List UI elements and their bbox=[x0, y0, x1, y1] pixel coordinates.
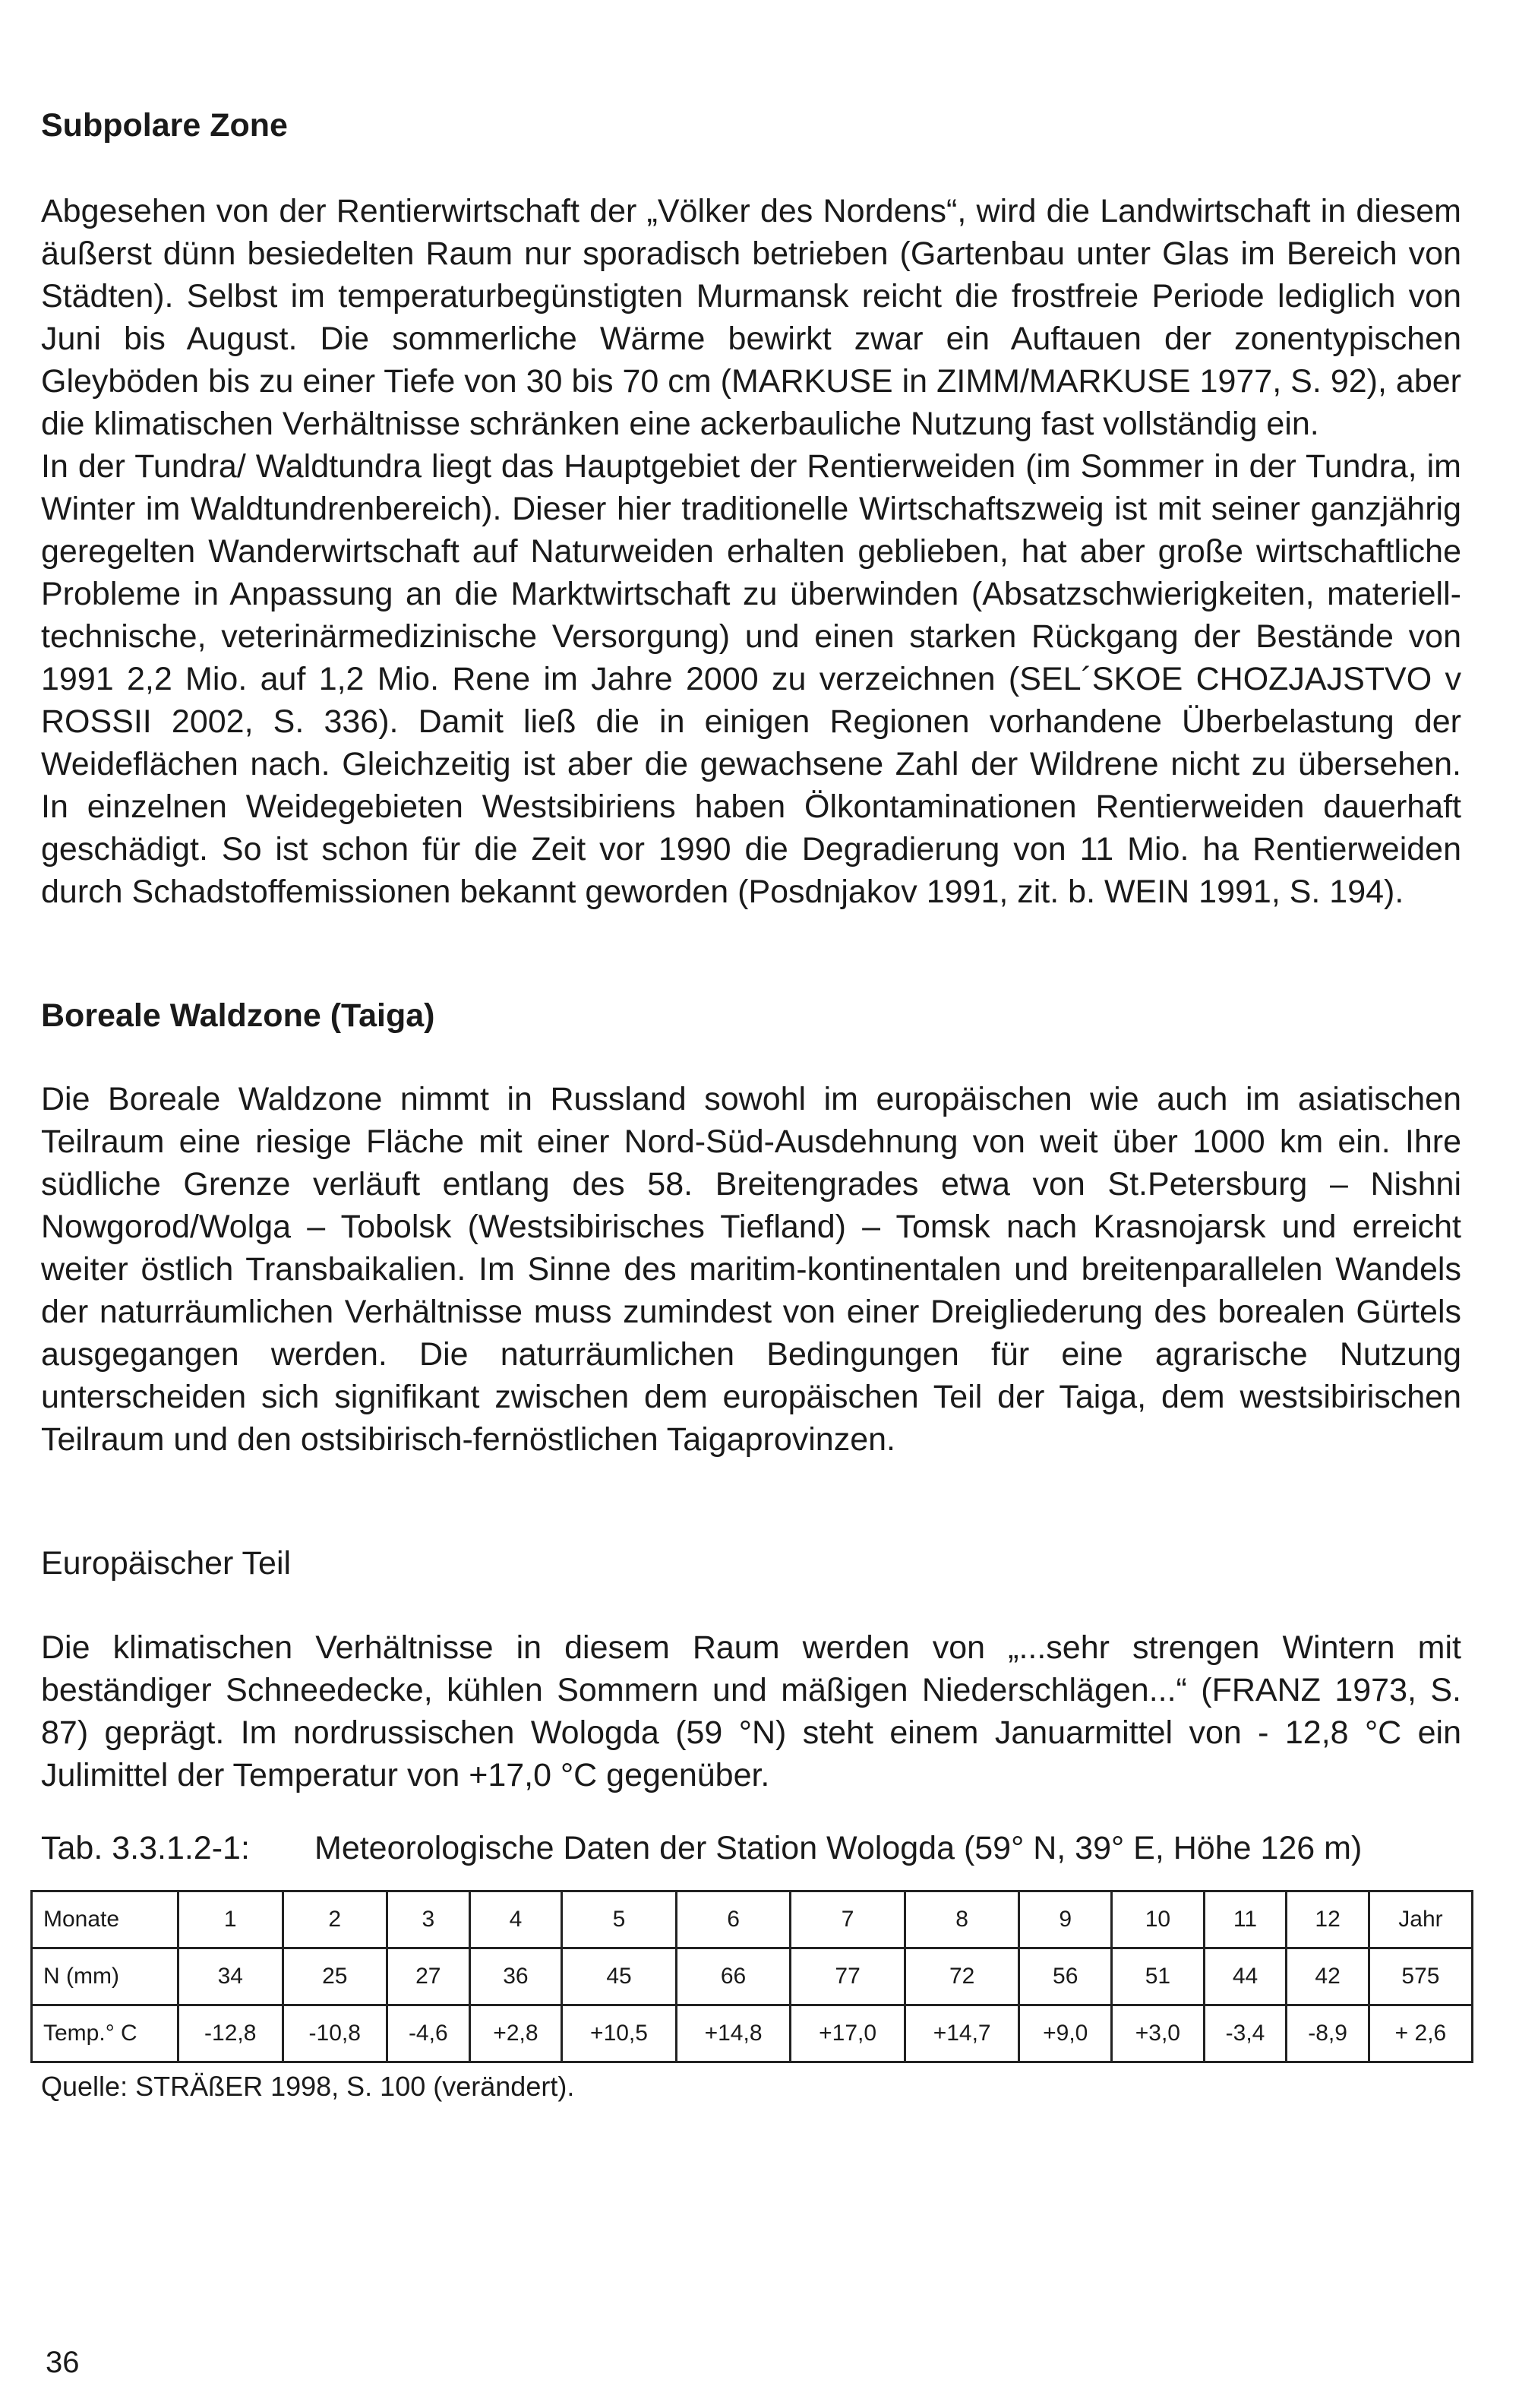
table-cell: 3 bbox=[387, 1891, 470, 1948]
table-row-precipitation bbox=[32, 1948, 1473, 2005]
table-cell: 9 bbox=[1019, 1891, 1112, 1948]
table-source: Quelle: STRÄßER 1998, S. 100 (verändert). bbox=[41, 2070, 575, 2102]
table-cell: 5 bbox=[562, 1891, 677, 1948]
paragraph: In der Tundra/ Waldtundra liegt das Hauptgebiet der Rentierweiden (im Sommer in der Tundra, im Winter im Waldtundrenbereich). Dieser hier traditionelle Wirtschaftszweig ist mit seiner ganzjährig geregelten Wanderwirtschaft auf Naturweiden erhalten geblieben, hat aber große wirtschaftliche Probleme in Anpassung an die Marktwirtschaft zu überwinden (Absatzschwierigkeiten, materiell-technische, veterinärmedizinische Versorgung) und einen starken Rückgang der Bestände von 1991 2,2 Mio. auf 1,2 Mio. Rene im Jahre 2000 zu verzeichnen (SEL´SKOE CHOZJAJSTVO v ROSSII 2002, S. 336). Damit ließ die in einigen Regionen vorhandene Überbelastung der Weideflächen nach. Gleichzeitig ist aber die gewachsene Zahl der Wildrene nicht zu übersehen. In einzelnen Weidegebieten Westsibiriens haben Ölkontaminationen Rentierweiden dauerhaft geschädigt. So ist schon für die Zeit vor 1990 die Degradierung von 11 Mio. ha Rentierweiden durch Schadstoffemissionen bekannt geworden (Posdnjakov 1991, zit. b. WEIN 1991, S. 194). bbox=[41, 447, 1461, 910]
table-caption-text: Meteorologische Daten der Station Wologda (59° N, 39° E, Höhe 126 m) bbox=[314, 1829, 1363, 1866]
paragraph: Die Boreale Waldzone nimmt in Russland sowohl im europäischen wie auch im asiatischen Teilraum eine riesige Fläche mit einer Nord-Süd-Ausdehnung von weit über 1000 km ein. Ihre südliche Grenze verläuft entlang des 58. Breitengrades etwa von St.Petersburg – Nishni Nowgorod/Wolga – Tobolsk (Westsibirisches Tiefland) – Tomsk nach Krasnojarsk und erreicht weiter östlich Transbaikalien. Im Sinne des maritim-kontinentalen und breitenparallelen Wandels der naturräumlichen Verhältnisse muss zumindest von einer Dreigliederung des borealen Gürtels ausgegangen werden. Die naturräumlichen Bedingungen für eine agrarische Nutzung unterscheiden sich signifikant zwischen dem europäischen Teil der Taiga, dem westsibirischen Teilraum und den ostsibirisch-fernöstlichen Taigaprovinzen. bbox=[41, 1081, 1461, 1458]
table-row-header: Monate bbox=[32, 1891, 178, 1948]
section-body-subpolar bbox=[41, 190, 1461, 913]
table-cell: +2,8 bbox=[469, 2005, 562, 2062]
table-cell: 10 bbox=[1112, 1891, 1205, 1948]
table-cell: +17,0 bbox=[791, 2005, 905, 2062]
table-cell: 45 bbox=[562, 1948, 677, 2005]
table-cell: +14,8 bbox=[676, 2005, 791, 2062]
table-cell: +14,7 bbox=[905, 2005, 1019, 2062]
table-row-temperature bbox=[32, 2005, 1473, 2062]
table-caption-number: Tab. 3.3.1.2-1: bbox=[41, 1829, 250, 1866]
table-cell: +10,5 bbox=[562, 2005, 677, 2062]
table-row-header: Temp.° C bbox=[32, 2005, 178, 2062]
table-cell: -4,6 bbox=[387, 2005, 470, 2062]
table-cell: 42 bbox=[1287, 1948, 1369, 2005]
table-cell: 36 bbox=[469, 1948, 562, 2005]
table-row-months bbox=[32, 1891, 1473, 1948]
table-cell: +3,0 bbox=[1112, 2005, 1205, 2062]
meteorological-data-table bbox=[30, 1890, 1473, 2063]
table-cell: -3,4 bbox=[1204, 2005, 1287, 2062]
table-cell: 6 bbox=[676, 1891, 791, 1948]
table-cell: 7 bbox=[791, 1891, 905, 1948]
table-caption bbox=[41, 1830, 1461, 1867]
table-cell: 51 bbox=[1112, 1948, 1205, 2005]
table-cell: 44 bbox=[1204, 1948, 1287, 2005]
table-cell: 25 bbox=[283, 1948, 387, 2005]
table-cell: 11 bbox=[1204, 1891, 1287, 1948]
table-cell: 56 bbox=[1019, 1948, 1112, 2005]
table-cell: -8,9 bbox=[1287, 2005, 1369, 2062]
table-cell: 1 bbox=[178, 1891, 283, 1948]
document-page bbox=[41, 106, 1461, 2103]
table-cell: 4 bbox=[469, 1891, 562, 1948]
section-heading-subpolar: Subpolare Zone bbox=[41, 107, 288, 144]
table-cell: 12 bbox=[1287, 1891, 1369, 1948]
table-cell: + 2,6 bbox=[1369, 2005, 1472, 2062]
table-cell: -10,8 bbox=[283, 2005, 387, 2062]
table-cell: 575 bbox=[1369, 1948, 1472, 2005]
table-cell: 27 bbox=[387, 1948, 470, 2005]
section-heading-boreal: Boreale Waldzone (Taiga) bbox=[41, 997, 435, 1034]
paragraph: Die klimatischen Verhältnisse in diesem Raum werden von „...sehr strengen Wintern mit beständiger Schneedecke, kühlen Sommern und mäßigen Niederschlägen...“ (FRANZ 1973, S. 87) geprägt. Im nordrussischen Wologda (59 °N) steht einem Januarmittel von - 12,8 °C ein Julimittel der Temperatur von +17,0 °C gegenüber. bbox=[41, 1629, 1461, 1793]
table-cell: Jahr bbox=[1369, 1891, 1472, 1948]
page-number: 36 bbox=[46, 2346, 80, 2379]
table-cell: 66 bbox=[676, 1948, 791, 2005]
table-cell: 34 bbox=[178, 1948, 283, 2005]
paragraph: Abgesehen von der Rentierwirtschaft der „Völker des Nordens“, wird die Landwirtschaft in diesem äußerst dünn besiedelten Raum nur sporadisch betrieben (Gartenbau unter Glas im Bereich von Städten). Selbst im temperaturbegünstigten Murmansk reicht die frostfreie Periode lediglich von Juni bis August. Die sommerliche Wärme bewirkt zwar ein Auftauen der zonentypischen Gleyböden bis zu einer Tiefe von 30 bis 70 cm (MARKUSE in ZIMM/MARKUSE 1977, S. 92), aber die klimatischen Verhältnisse schränken eine ackerbauliche Nutzung fast vollständig ein. bbox=[41, 192, 1461, 442]
table-cell: 77 bbox=[791, 1948, 905, 2005]
table-cell: +9,0 bbox=[1019, 2005, 1112, 2062]
table-cell: 2 bbox=[283, 1891, 387, 1948]
table-cell: 72 bbox=[905, 1948, 1019, 2005]
table-cell: -12,8 bbox=[178, 2005, 283, 2062]
table-row-header: N (mm) bbox=[32, 1948, 178, 2005]
subsection-heading-european: Europäischer Teil bbox=[41, 1545, 292, 1582]
table-cell: 8 bbox=[905, 1891, 1019, 1948]
